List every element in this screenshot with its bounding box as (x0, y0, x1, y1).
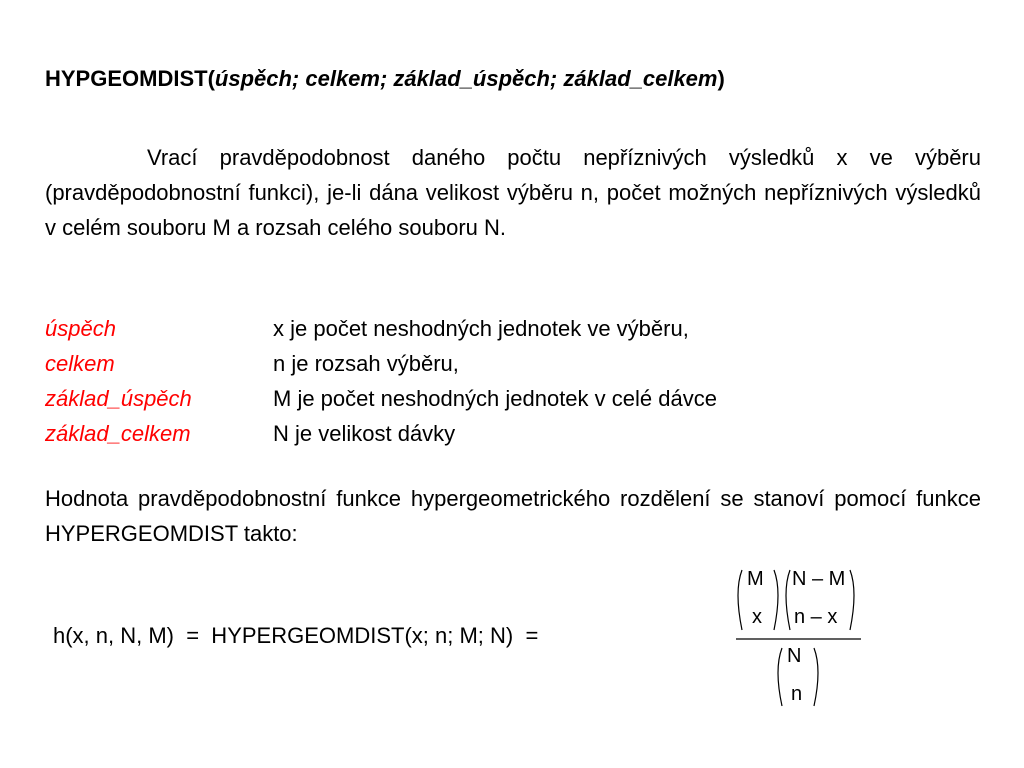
parameter-name: celkem (45, 351, 115, 376)
den-top: N (787, 645, 802, 667)
parameter-name: základ_úspěch (45, 386, 192, 411)
parameter-description: x je počet neshodných jednotek ve výběru, (273, 316, 689, 341)
parameter-description: N je velikost dávky (273, 421, 456, 446)
paren-right-den (814, 648, 818, 706)
parameter-row-zaklad-celkem (45, 421, 456, 447)
binomial-fraction (736, 566, 861, 711)
parameter-description: M je počet neshodných jednotek v celé dávce (273, 386, 717, 411)
parameter-row-uspech (45, 316, 689, 342)
num2-bottom: n – x (794, 606, 838, 628)
paren-left-num1 (738, 570, 742, 630)
function-signature (45, 66, 725, 92)
num1-top: M (747, 568, 764, 590)
function-close-paren: ) (717, 66, 725, 91)
parameter-description: n je rozsah výběru, (273, 351, 459, 376)
parameter-name: základ_celkem (45, 421, 191, 446)
function-arguments: úspěch; celkem; základ_úspěch; základ_celkem (214, 66, 718, 91)
paren-right-num1 (774, 570, 778, 630)
parameter-row-zaklad-uspech (45, 386, 717, 412)
value-paragraph: Hodnota pravděpodobnostní funkce hypergeometrického rozdělení se stanoví pomocí funkce HYPERGEOMDIST takto: (45, 486, 981, 546)
num2-top: N – M (792, 568, 846, 590)
paren-right-num2 (850, 570, 854, 630)
function-description: Vrací pravděpodobnost daného počtu nepříznivých výsledků x ve výběru (pravděpodobnostní funkci), je-li dána velikost výběru n, počet možných nepříznivých výsledků v celém souboru M a rozsah celého souboru N. (45, 145, 981, 240)
function-name: HYPGEOMDIST( (45, 66, 215, 91)
formula-lhs: h(x, n, N, M) = HYPERGEOMDIST(x; n; M; N) = (53, 623, 539, 648)
num1-bottom: x (752, 606, 762, 628)
paren-left-den (778, 648, 782, 706)
den-bottom: n (791, 683, 803, 705)
parameter-name: úspěch (45, 316, 116, 341)
parameter-row-celkem (45, 351, 459, 377)
paren-left-num2 (786, 570, 790, 630)
